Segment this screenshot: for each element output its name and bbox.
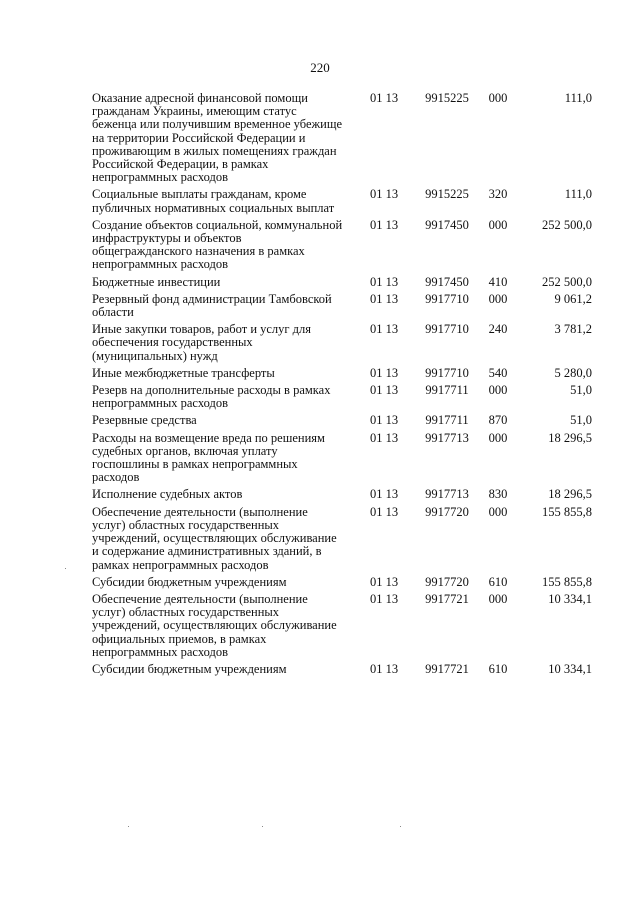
table-row [92,188,592,214]
section-code: 01 13 [369,661,399,676]
expense-type-code: 000 [488,383,508,398]
section-code: 01 13 [369,413,399,428]
expense-name: Иные межбюджетные трансферты [92,365,275,380]
table-row [92,576,592,589]
table-row [92,367,592,380]
expense-name: Социальные выплаты гражданам, кроме публичных нормативных социальных выплат [92,187,335,215]
expense-name: Резервный фонд администрации Тамбовской области [92,291,332,320]
scan-speck [262,826,263,827]
expense-name: Оказание адресной финансовой помощи гражданам Украины, имеющим статус беженца или получившим временное убежище на территории Российской Федерации и проживающим в жилых помещениях граждан Российской Федерации, в рамках непрограммных расходов [92,91,342,185]
section-code: 01 13 [369,187,399,202]
target-item-code: 9917450 [425,217,469,232]
target-item-code: 9917713 [425,487,469,502]
expense-type-code: 000 [488,430,508,445]
expense-type-code: 320 [488,187,508,202]
table-row [92,506,592,572]
section-code: 01 13 [369,322,399,337]
expense-name: Обеспечение деятельности (выполнение услуг) областных государственных учреждений, осуществляющих обслуживание и содержание административных зданий, в рамках непрограммных расходов [92,504,337,572]
target-item-code: 9917721 [425,591,469,606]
expense-name: Субсидии бюджетным учреждениям [92,661,287,676]
expense-name: Субсидии бюджетным учреждениям [92,574,287,589]
expense-name: Резерв на дополнительные расходы в рамках непрограммных расходов [92,383,331,411]
table-row [92,276,592,289]
target-item-code: 9917710 [425,365,469,380]
table-row [92,414,592,427]
section-code: 01 13 [369,291,399,306]
amount: 111,0 [564,187,592,202]
section-code: 01 13 [369,274,399,289]
expense-type-code: 830 [488,487,508,502]
scan-speck [65,568,66,569]
target-item-code: 9917721 [425,661,469,676]
section-code: 01 13 [369,574,399,589]
target-item-code: 9917450 [425,274,469,289]
target-item-code: 9917720 [425,574,469,589]
target-item-code: 9917720 [425,504,469,519]
table-row [92,323,592,363]
section-code: 01 13 [369,217,399,232]
scan-speck [128,826,129,827]
expense-name: Обеспечение деятельности (выполнение услуг) областных государственных учреждений, осуществляющих обслуживание официальных приемов, в рамках непрограммных расходов [92,591,337,659]
expense-type-code: 000 [488,217,508,232]
table-row [92,432,592,485]
expense-name: Бюджетные инвестиции [92,274,221,289]
section-code: 01 13 [369,91,399,105]
section-code: 01 13 [369,365,399,380]
amount: 252 500,0 [542,274,592,289]
amount: 111,0 [564,91,592,105]
target-item-code: 9917711 [425,413,469,428]
amount: 3 781,2 [554,322,592,337]
expense-name: Исполнение судебных актов [92,487,243,502]
section-code: 01 13 [369,487,399,502]
table-row [92,488,592,501]
page-number: 220 [310,60,330,75]
expense-type-code: 000 [488,291,508,306]
amount: 18 296,5 [548,430,592,445]
target-item-code: 9915225 [425,187,469,202]
amount: 51,0 [570,413,592,428]
expense-name: Расходы на возмещение вреда по решениям судебных органов, включая уплату госпошлины в рамках непрограммных расходов [92,430,325,485]
target-item-code: 9917710 [425,291,469,306]
table-row [92,219,592,272]
target-item-code: 9915225 [425,91,469,105]
section-code: 01 13 [369,591,399,606]
amount: 252 500,0 [542,217,592,232]
budget-table [92,92,592,680]
expense-name: Создание объектов социальной, коммунальной инфраструктуры и объектов общегражданского назначения в рамках непрограммных расходов [92,217,343,272]
expense-type-code: 540 [488,365,508,380]
amount: 10 334,1 [548,591,592,606]
target-item-code: 9917713 [425,430,469,445]
expense-type-code: 000 [488,91,508,105]
amount: 155 855,8 [542,574,592,589]
target-item-code: 9917711 [425,383,469,398]
section-code: 01 13 [369,504,399,519]
expense-type-code: 610 [488,661,508,676]
amount: 51,0 [570,383,592,398]
table-row [92,293,592,319]
table-row [92,384,592,410]
amount: 9 061,2 [554,291,592,306]
expense-type-code: 410 [488,274,508,289]
amount: 155 855,8 [542,504,592,519]
section-code: 01 13 [369,430,399,445]
section-code: 01 13 [369,383,399,398]
expense-name: Иные закупки товаров, работ и услуг для обеспечения государственных (муниципальных) нужд [92,322,312,363]
table-row [92,663,592,676]
scan-speck [400,826,401,827]
amount: 18 296,5 [548,487,592,502]
expense-type-code: 000 [488,591,508,606]
expense-type-code: 870 [488,413,508,428]
target-item-code: 9917710 [425,322,469,337]
amount: 5 280,0 [554,365,592,380]
expense-type-code: 610 [488,574,508,589]
amount: 10 334,1 [548,661,592,676]
table-row [92,92,592,184]
table-row [92,593,592,659]
expense-type-code: 000 [488,504,508,519]
expense-type-code: 240 [488,322,508,337]
expense-name: Резервные средства [92,413,197,428]
